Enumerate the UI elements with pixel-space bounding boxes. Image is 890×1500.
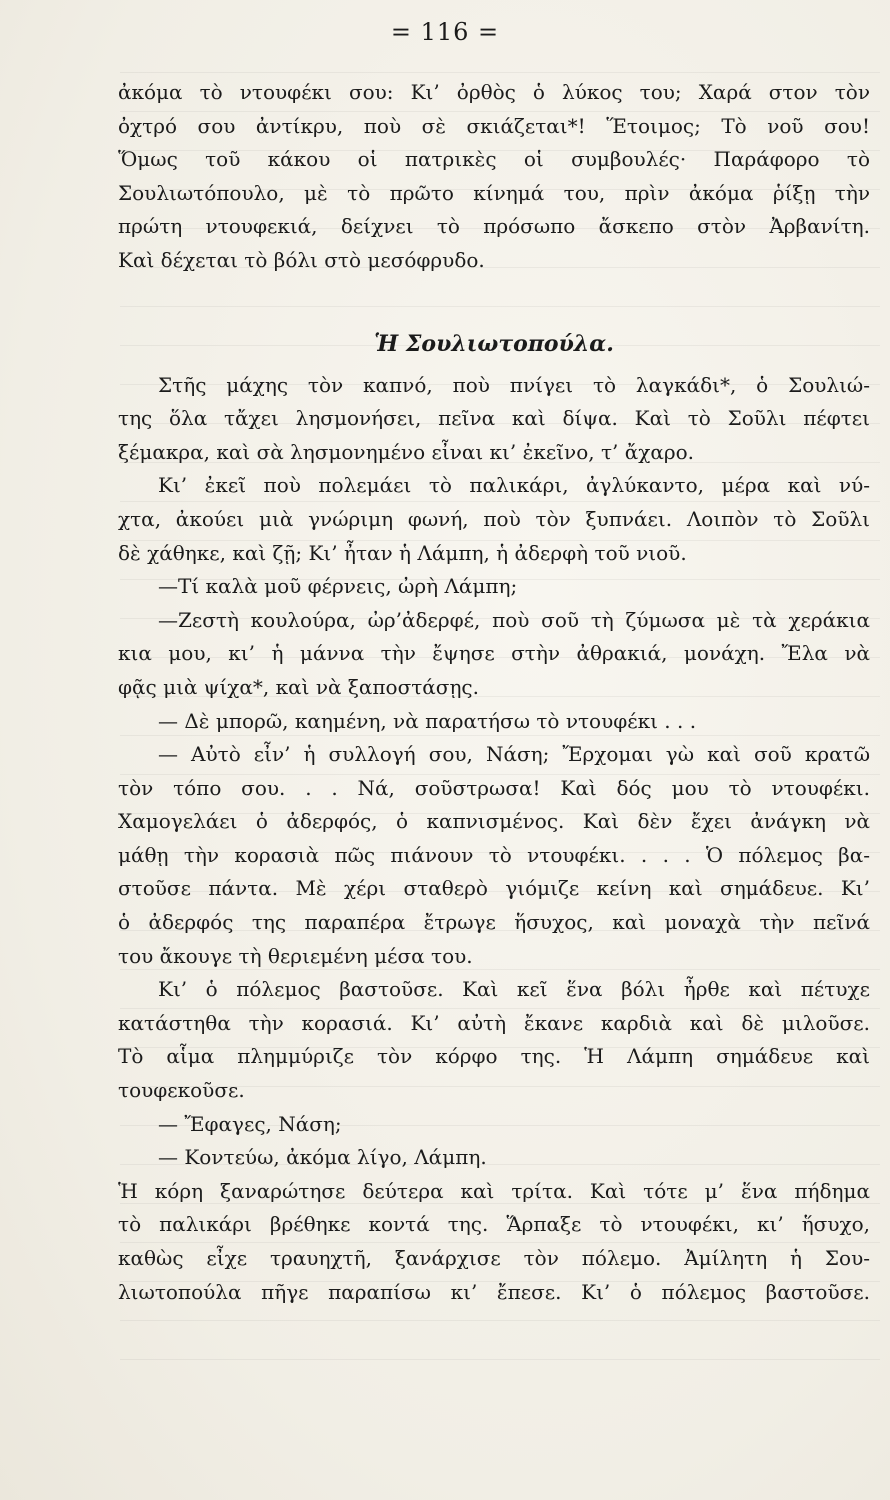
text-line: καθὼς εἶχε τραυηχτῆ, ξανάρχισε τὸν πόλεμο. Ἀμίλητη ἡ Σου- [118,1246,870,1270]
text-line: — Κοντεύω, ἀκόμα λίγο, Λάμπη. [158,1145,487,1170]
text-line: κατάστηθα τὴν κορασιά. Κι’ αὐτὴ ἔκανε καρδιὰ καὶ δὲ μιλοῦσε. [118,1010,870,1035]
text-line: Χαμογελάει ὁ ἀδερφός, ὁ καπνισμένος. Καὶ δὲν ἔχει ἀνάγκη νὰ [118,809,870,834]
text-line: Ἡ κόρη ξαναρώτησε δεύτερα καὶ τρίτα. Καὶ τότε μ’ ἕνα πήδημα [118,1178,870,1203]
text-line: τὸ παλικάρι βρέθηκε κοντά της. Ἅρπαξε τὸ ντουφέκι, κι’ ἥσυχο, [118,1212,870,1237]
text-line: — Δὲ μπορῶ, καημένη, νὰ παρατήσω τὸ ντουφέκι . . . [158,708,697,733]
text-line: της ὅλα τἄχει λησμονήσει, πεῖνα καὶ δίψα. Καὶ τὸ Σοῦλι πέφτει [118,406,870,431]
text-line: κια μου, κι’ ἡ μάννα τὴν ἔψησε στὴν ἀθρακιά, μονάχη. Ἔλα νὰ [118,641,870,666]
text-line: στοῦσε πάντα. Μὲ χέρι σταθερὸ γιόμιζε κείνη καὶ σημάδευε. Κι’ [118,876,870,901]
text-line: — Αὐτὸ εἶν’ ἡ συλλογή σου, Νάση; Ἔρχομαι γὼ καὶ σοῦ κρατῶ [158,742,870,767]
page-body [118,76,870,1309]
page-number: = 116 = [390,18,500,46]
blank-space [118,278,870,319]
text-line: φᾷς μιὰ ψίχα*, καὶ νὰ ξαποστάσῃς. [118,674,479,699]
text-line: Σουλιωτόπουλο, μὲ τὸ πρῶτο κίνημά του, πρὶν ἀκόμα ῥίξῃ τὴν [118,180,870,205]
text-line: —Τί καλὰ μοῦ φέρνεις, ὠρὴ Λάμπη; [158,574,518,599]
text-line: ξέμακρα, καὶ σὰ λησμονημένο εἶναι κι’ ἐκεῖνο, τ’ ἄχαρο. [118,439,695,464]
text-line: Τὸ αἷμα πλημμύριζε τὸν κόρφο της. Ἡ Λάμπη σημάδευε καὶ [118,1044,870,1069]
text-line: χτα, ἀκούει μιὰ γνώριμη φωνή, ποὺ τὸν ξυπνάει. Λοιπὸν τὸ Σοῦλι [118,506,870,531]
text-line: Ὅμως τοῦ κάκου οἱ πατρικὲς οἱ συμβουλές· Παράφορο τὸ [118,147,870,172]
text-line: Στῆς μάχης τὸν καπνό, ποὺ πνίγει τὸ λαγκάδι*, ὁ Σουλιώ- [158,372,870,397]
text-line: μάθῃ τὴν κορασιὰ πῶς πιάνουν τὸ ντουφέκι. . . . Ὁ πόλεμος βα- [118,842,870,867]
text-line: —Ζεστὴ κουλούρα, ὠρ’ἀδερφέ, ποὺ σοῦ τὴ ζύμωσα μὲ τὰ χεράκια [158,607,870,632]
text-line: λιωτοπούλα πῆγε παραπίσω κι’ ἔπεσε. Κι’ ὁ πόλεμος βαστοῦσε. [118,1279,870,1304]
text-line: — Ἔφαγες, Νάση; [158,1111,342,1136]
text-line: πρώτη ντουφεκιά, δείχνει τὸ πρόσωπο ἄσκεπο στὸν Ἀρβανίτη. [118,214,870,239]
text-line: ὀχτρό σου ἀντίκρυ, ποὺ σὲ σκιάζεται*! Ἕτοιμος; Τὸ νοῦ σου! [118,113,870,138]
text-line: ὁ ἀδερφός της παραπέρα ἔτρωγε ἥσυχος, καὶ μοναχὰ τὴν πεῖνά [118,910,870,935]
section-heading: Ἡ Σουλιωτοπούλα. [374,330,614,357]
text-line: Κι’ ἐκεῖ ποὺ πολεμάει τὸ παλικάρι, ἀγλύκαντο, μέρα καὶ νύ- [158,473,870,498]
text-line: Καὶ δέχεται τὸ βόλι στὸ μεσόφρυδο. [118,247,485,272]
text-line: τὸν τόπο σου. . . Νά, σοῦστρωσα! Καὶ δός μου τὸ ντουφέκι. [118,775,870,800]
text-line: Κι’ ὁ πόλεμος βαστοῦσε. Καὶ κεῖ ἕνα βόλι ἦρθε καὶ πέτυχε [158,977,870,1002]
text-line: του ἄκουγε τὴ θεριεμένη μέσα του. [118,943,473,968]
text-line: ἀκόμα τὸ ντουφέκι σου: Κι’ ὀρθὸς ὁ λύκος του; Χαρά στον τὸν [118,80,870,104]
text-line: τουφεκοῦσε. [118,1078,245,1103]
text-line: δὲ χάθηκε, καὶ ζῇ; Κι’ ἦταν ἡ Λάμπη, ἡ ἀδερφὴ τοῦ νιοῦ. [118,540,687,565]
